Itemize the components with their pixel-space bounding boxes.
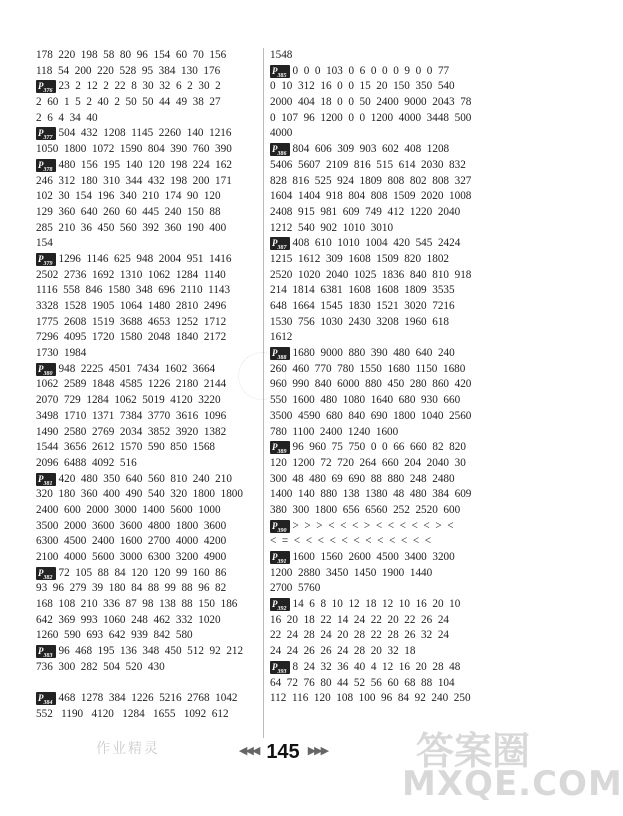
answer-text: 3328 1528 1905 1064 1480 2810 2496 <box>36 300 227 312</box>
answer-text: 24 24 26 26 24 28 20 32 18 <box>270 645 416 658</box>
answer-text: 648 1664 1545 1830 1521 3020 7216 <box>270 300 455 312</box>
section-label <box>36 363 56 376</box>
answer-text: 1775 2608 1519 3688 4653 1252 1712 <box>36 315 227 328</box>
answer-text: 3498 1710 1371 7384 3770 3616 1096 <box>36 409 227 422</box>
section-number: 381 <box>43 480 53 487</box>
answer-line <box>36 393 260 409</box>
page-number: 145 <box>266 741 300 763</box>
answer-line <box>270 48 532 64</box>
answer-text: 93 96 279 39 180 84 88 99 88 96 82 <box>36 582 227 595</box>
section-letter: P <box>272 599 278 610</box>
answer-line <box>270 95 532 111</box>
section-letter: P <box>38 693 44 704</box>
section-number: 392 <box>277 605 287 612</box>
answer-line <box>270 126 532 142</box>
right-arrows-icon: ▶▶▶ <box>307 744 328 757</box>
answer-text: 0 10 312 16 0 0 15 20 150 350 540 <box>270 80 455 93</box>
watermark-line2: MXQE.COM <box>402 764 623 804</box>
answer-text: 2520 1020 2040 1025 1836 840 810 918 <box>270 268 472 281</box>
watermark <box>402 720 623 810</box>
answer-line <box>36 534 260 550</box>
answer-line <box>36 487 260 503</box>
answer-text: 0 107 96 1200 0 0 1200 4000 3448 500 <box>270 111 472 124</box>
left-arrows-icon: ◀◀◀ <box>238 744 259 757</box>
answer-text: 1200 2880 3450 1450 1900 1440 <box>270 566 433 579</box>
answer-text: 480 156 195 140 120 198 224 162 <box>58 158 232 171</box>
answer-text: 1604 1404 918 804 808 1509 2020 1008 <box>270 190 472 203</box>
answer-text: 4000 <box>270 127 293 140</box>
answer-text: 960 990 840 6000 880 450 280 860 420 <box>270 378 472 391</box>
answer-text: 6300 4500 2400 1600 2700 4000 4200 <box>36 535 227 548</box>
answer-line <box>270 142 532 158</box>
section-label <box>270 661 290 674</box>
section-letter: P <box>38 363 44 374</box>
answer-text: 1215 1612 309 1608 1509 820 1802 <box>270 252 449 265</box>
answer-text: 780 1100 2400 1240 1600 <box>270 425 399 438</box>
answer-line <box>36 283 260 299</box>
answer-text: 504 432 1208 1145 2260 140 1216 <box>58 127 232 140</box>
answer-line <box>270 189 532 205</box>
answer-line <box>270 64 532 80</box>
answer-line <box>270 409 532 425</box>
answer-text: 0 0 0 103 0 6 0 0 0 9 0 0 77 <box>292 64 450 77</box>
section-label <box>270 520 290 533</box>
section-number: 384 <box>43 699 53 706</box>
section-number: 377 <box>43 135 53 142</box>
answer-line <box>36 613 260 629</box>
answer-line <box>36 158 260 174</box>
answer-line <box>36 236 260 252</box>
answer-text: 2096 6488 4092 516 <box>36 456 137 469</box>
answer-line <box>36 676 260 692</box>
answer-text: 1050 1800 1072 1590 804 390 760 390 <box>36 143 232 156</box>
watermark-stamp: 作业精灵 <box>96 741 160 757</box>
answer-text: 2408 915 981 609 749 412 1220 2040 <box>270 205 461 218</box>
answer-line <box>36 174 260 190</box>
watermark-line1: 答案圈 <box>416 729 531 773</box>
section-number: 388 <box>277 354 287 361</box>
answer-line <box>270 519 532 535</box>
answer-text: 7296 4095 1720 1580 2048 1840 2172 <box>36 331 227 344</box>
answer-line <box>36 252 260 268</box>
answer-text: 168 108 210 336 87 98 138 88 150 186 <box>36 598 238 611</box>
answer-line <box>270 236 532 252</box>
right-column <box>270 48 532 707</box>
section-number: 393 <box>277 668 287 675</box>
answer-line <box>36 142 260 158</box>
answer-text: 552 1190 4120 1284 1655 1092 612 <box>36 707 229 720</box>
answer-text: 22 24 28 24 20 28 22 28 26 32 24 <box>270 629 449 642</box>
answer-line <box>270 158 532 174</box>
answer-text: 260 460 770 780 1550 1680 1150 1680 <box>270 362 466 375</box>
answer-text: 3500 4590 680 840 690 1800 1040 2560 <box>270 409 472 422</box>
section-number: 378 <box>43 166 53 173</box>
answer-text: 828 816 525 924 1809 808 802 808 327 <box>270 174 472 187</box>
left-column <box>36 48 260 723</box>
answer-line <box>270 503 532 519</box>
answer-text: 380 300 1800 656 6560 252 2520 600 <box>270 503 461 516</box>
answer-line <box>36 79 260 95</box>
section-letter: P <box>272 238 278 249</box>
answer-line <box>36 456 260 472</box>
section-label <box>270 441 290 454</box>
answer-line <box>270 660 532 676</box>
answer-text: 804 606 309 903 602 408 1208 <box>292 143 450 156</box>
answer-text: 23 2 12 2 22 8 30 32 6 2 30 2 <box>58 80 221 93</box>
answer-line <box>270 299 532 315</box>
answer-text: 112 116 120 108 100 96 84 92 240 250 <box>270 692 471 705</box>
section-letter: P <box>38 253 44 264</box>
answer-text: 642 369 993 1060 248 462 332 1020 <box>36 613 221 626</box>
section-number: 379 <box>43 260 53 267</box>
section-letter: P <box>272 442 278 453</box>
answer-line <box>270 174 532 190</box>
answer-text: 420 480 350 640 560 810 240 210 <box>58 472 232 485</box>
answer-text: 1116 558 846 1580 348 696 2110 1143 <box>36 284 231 297</box>
answer-line <box>270 330 532 346</box>
answer-line <box>36 644 260 660</box>
answer-text: 1548 <box>270 49 293 61</box>
section-label <box>270 143 290 156</box>
section-letter: P <box>38 159 44 170</box>
answer-text: 408 610 1010 1004 420 545 2424 <box>292 237 461 250</box>
answer-line <box>36 628 260 644</box>
answer-text: 1600 1560 2600 4500 3400 3200 <box>292 551 455 563</box>
section-number: 389 <box>277 448 287 455</box>
answer-line <box>36 425 260 441</box>
answer-text: 1544 3656 2612 1570 590 850 1568 <box>36 441 215 454</box>
answer-text: 1730 1984 <box>36 347 87 360</box>
answer-line <box>270 597 532 613</box>
section-number: 386 <box>277 150 287 157</box>
answer-line <box>36 581 260 597</box>
section-label <box>270 65 290 78</box>
section-label <box>270 237 290 250</box>
answer-text: 16 20 18 22 14 24 22 20 22 26 24 <box>270 613 449 626</box>
section-letter: P <box>38 567 44 578</box>
answer-text: < = < < < < < < < < < < < < <box>270 535 432 548</box>
answer-text: 1490 2580 2769 2034 3852 3920 1382 <box>36 425 227 438</box>
section-letter: P <box>272 520 278 531</box>
answer-line <box>270 252 532 268</box>
answer-text: 96 468 195 136 348 450 512 92 212 <box>58 645 244 658</box>
answer-line <box>270 221 532 237</box>
answer-line <box>36 519 260 535</box>
section-label <box>36 159 56 172</box>
answer-line <box>270 613 532 629</box>
answer-line <box>270 205 532 221</box>
answer-line <box>270 581 532 597</box>
answer-line <box>36 111 260 127</box>
section-label <box>270 598 290 611</box>
section-number: 382 <box>43 574 53 581</box>
answer-text: 14 6 8 10 12 18 12 10 16 20 10 <box>292 598 461 611</box>
answer-text: 129 360 640 260 60 445 240 150 88 <box>36 205 221 218</box>
section-number: 383 <box>43 652 53 659</box>
answer-text: 154 <box>36 237 53 250</box>
answer-line <box>270 566 532 582</box>
answer-line <box>270 283 532 299</box>
answer-line <box>36 221 260 237</box>
answer-text: 2 60 1 5 2 40 2 50 50 44 49 38 27 <box>36 96 221 109</box>
answer-text: 2100 4000 5600 3000 6300 3200 4900 <box>36 551 227 563</box>
answer-text: 246 312 180 310 344 432 198 200 171 <box>36 174 232 187</box>
section-letter: P <box>272 661 278 672</box>
answer-line <box>36 64 260 80</box>
answer-text: > > > < < < > < < < < < > < <box>292 519 454 532</box>
answer-text: 2502 2736 1692 1310 1062 1284 1140 <box>36 268 226 281</box>
answer-text: 736 300 282 504 520 430 <box>36 660 165 673</box>
answer-text: 1400 140 880 138 1380 48 480 384 609 <box>270 488 472 501</box>
answer-text: 2 6 4 34 40 <box>36 111 98 124</box>
answer-text: 3500 2000 3600 3600 4800 1800 3600 <box>36 519 227 532</box>
answer-line <box>270 346 532 362</box>
answer-text: 118 54 200 220 528 95 384 130 176 <box>36 64 221 77</box>
answer-line <box>36 205 260 221</box>
answer-line <box>270 676 532 692</box>
answer-line <box>270 377 532 393</box>
section-letter: P <box>272 65 278 76</box>
answer-text: 8 24 32 36 40 4 12 16 20 28 48 <box>292 660 461 673</box>
answer-line <box>36 268 260 284</box>
answer-line <box>36 550 260 566</box>
section-label <box>36 253 56 266</box>
answer-line <box>36 597 260 613</box>
section-letter: P <box>38 128 44 139</box>
section-number: 390 <box>277 527 287 534</box>
answer-line <box>36 472 260 488</box>
section-number: 385 <box>277 72 287 79</box>
answer-text: 300 48 480 69 690 88 880 248 2480 <box>270 472 455 485</box>
answer-line <box>36 377 260 393</box>
answer-line <box>36 691 260 707</box>
answer-line <box>270 644 532 660</box>
answer-line <box>270 79 532 95</box>
section-label <box>36 645 56 658</box>
answer-line <box>270 534 532 550</box>
answer-line <box>270 487 532 503</box>
answer-line <box>36 330 260 346</box>
answer-line <box>270 362 532 378</box>
answer-text: 1612 <box>270 331 293 344</box>
section-letter: P <box>272 144 278 155</box>
answer-line <box>36 362 260 378</box>
answer-text: 2700 5760 <box>270 582 321 595</box>
answer-line <box>270 425 532 441</box>
answer-line <box>36 346 260 362</box>
answer-line <box>270 111 532 127</box>
answer-line <box>270 628 532 644</box>
answer-text: 1062 2589 1848 4585 1226 2180 2144 <box>36 378 227 391</box>
section-label <box>36 80 56 93</box>
answer-text: 1296 1146 625 948 2004 951 1416 <box>58 252 232 265</box>
answer-line <box>36 48 260 64</box>
answer-line <box>36 440 260 456</box>
section-label <box>270 551 290 564</box>
answer-line <box>36 95 260 111</box>
section-letter: P <box>38 81 44 92</box>
answer-text: 550 1600 480 1080 1640 680 930 660 <box>270 394 461 407</box>
section-label <box>36 692 56 705</box>
answer-line <box>36 409 260 425</box>
answer-line <box>270 315 532 331</box>
section-number: 387 <box>277 245 287 252</box>
answer-text: 178 220 198 58 80 96 154 60 70 156 <box>36 49 227 61</box>
section-label <box>36 473 56 486</box>
section-letter: P <box>38 646 44 657</box>
answer-text: 5406 5607 2109 816 515 614 2030 832 <box>270 158 466 171</box>
answer-text: 1212 540 902 1010 3010 <box>270 221 394 234</box>
answer-text: 2000 404 18 0 0 50 2400 9000 2043 78 <box>270 96 472 109</box>
answer-text: 468 1278 384 1226 5216 2768 1042 <box>58 692 238 705</box>
answer-line <box>270 691 532 707</box>
answer-text: 120 1200 72 720 264 660 204 2040 30 <box>270 456 466 469</box>
answer-line <box>36 126 260 142</box>
answer-text: 96 960 75 750 0 0 66 660 82 820 <box>292 441 466 454</box>
answer-line <box>270 268 532 284</box>
section-number: 380 <box>43 370 53 377</box>
answer-line <box>36 566 260 582</box>
answer-text: 64 72 76 80 44 52 56 60 68 88 104 <box>270 676 455 689</box>
answer-text: 72 105 88 84 120 120 99 160 86 <box>58 566 227 579</box>
section-label <box>270 347 290 360</box>
answer-text: 2400 600 2000 3000 1400 5600 1000 <box>36 503 221 516</box>
section-letter: P <box>272 348 278 359</box>
answer-line <box>270 550 532 566</box>
section-label <box>36 127 56 140</box>
section-letter: P <box>38 473 44 484</box>
answer-text: 320 180 360 400 490 540 320 1800 1800 <box>36 488 243 501</box>
answer-line <box>270 440 532 456</box>
section-number: 391 <box>277 558 287 565</box>
answer-line <box>36 707 260 723</box>
answer-line <box>270 393 532 409</box>
answer-text: 1530 756 1030 2430 3208 1960 618 <box>270 315 449 328</box>
answer-text: 2070 729 1284 1062 5019 4120 3220 <box>36 394 221 407</box>
section-letter: P <box>272 552 278 562</box>
answer-text: 102 30 154 196 340 210 174 90 120 <box>36 190 221 203</box>
answer-line <box>36 503 260 519</box>
answer-text: 214 1814 6381 1608 1608 1809 3535 <box>270 284 455 297</box>
answer-text: 1260 590 693 642 939 842 580 <box>36 629 193 642</box>
section-label <box>36 567 56 580</box>
answer-text: 285 210 36 450 560 392 360 190 400 <box>36 221 227 234</box>
answer-text: 1680 9000 880 390 480 640 240 <box>292 347 455 360</box>
answer-line <box>270 472 532 488</box>
answer-line <box>36 315 260 331</box>
answer-line <box>36 299 260 315</box>
answer-line <box>270 456 532 472</box>
answer-line <box>36 189 260 205</box>
answer-text: 948 2225 4501 7434 1602 3664 <box>58 362 216 375</box>
answer-line <box>36 660 260 676</box>
section-number: 376 <box>43 88 53 95</box>
